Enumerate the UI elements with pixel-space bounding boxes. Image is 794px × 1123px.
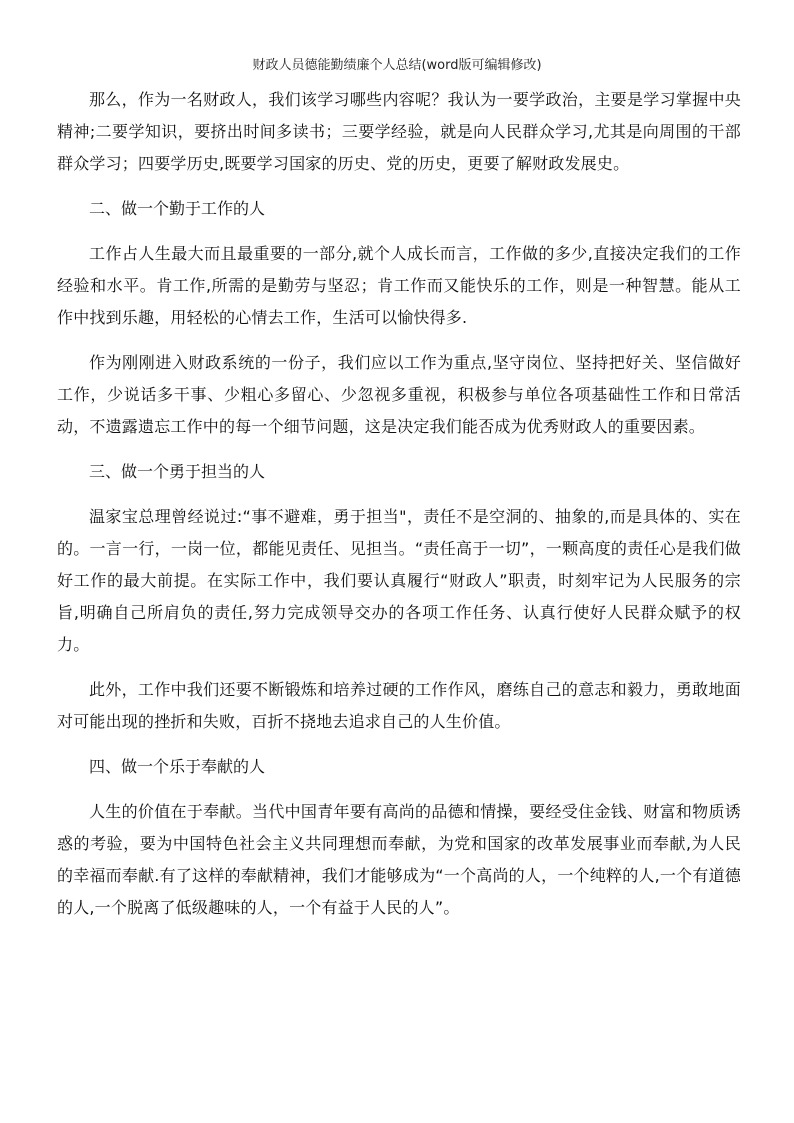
paragraph-dedication: 人生的价值在于奉献。当代中国青年要有高尚的品德和情操，要经受住金钱、财富和物质诱惑的考验，要为中国特色社会主义共同理想而奉献，为党和国家的改革发展事业而奉献,为人民的幸福而奉献.有了这样的奉献精神，我们才能够成为“一个高尚的人，一个纯粹的人,一个有道德的人,一个脱离了低级趣味的人，一个有益于人民的人”。 [57, 802, 741, 917]
paragraph-responsibility: 温家宝总理曾经说过:“事不避难，勇于担当"，责任不是空洞的、抽象的,而是具体的、实在的。一言一行，一岗一位，都能见责任、见担当。“责任高于一切”，一颗高度的责任心是我们做好工作的最大前提。在实际工作中，我们要认真履行“财政人”职责，时刻牢记为人民服务的宗旨,明确自己所肩负的责任,努力完成领导交办的各项工作任务、认真行使好人民群众赋予的权力。 [57, 507, 741, 654]
paragraph-work-style: 此外，工作中我们还要不断锻炼和培养过硬的工作作风，磨练自己的意志和毅力，勇敢地面对可能出现的挫折和失败，百折不挠地去追求自己的人生价值。 [57, 680, 741, 731]
paragraph-work-importance: 工作占人生最大而且最重要的一部分,就个人成长而言，工作做的多少,直接决定我们的工作经验和水平。肯工作,所需的是勤劳与坚忍；肯工作而又能快乐的工作，则是一种智慧。能从工作中找到乐趣，用轻松的心情去工作，生活可以愉快得多. [57, 244, 741, 327]
document-body [57, 84, 741, 924]
section-heading-diligent-work: 二、做一个勤于工作的人 [89, 199, 266, 218]
paragraph-new-member-work: 作为刚刚进入财政系统的一份子，我们应以工作为重点,坚守岗位、坚持把好关、坚信做好工作，少说话多干事、少粗心多留心、少忽视多重视，积极参与单位各项基础性工作和日常活动，不遗露遗忘工作中的每一个细节问题，这是决定我们能否成为优秀财政人的重要因素。 [57, 353, 741, 436]
paragraph-what-to-learn: 那么，作为一名财政人，我们该学习哪些内容呢？我认为一要学政治，主要是学习掌握中央精神;二要学知识，要挤出时间多读书；三要学经验，就是向人民群众学习,尤其是向周围的干部群众学习；四要学历史,既要学习国家的历史、党的历史，更要了解财政发展史。 [57, 90, 741, 173]
section-heading-take-responsibility: 三、做一个勇于担当的人 [89, 462, 266, 481]
page-header-title: 财政人员德能勤绩廉个人总结(word版可编辑修改) [252, 58, 542, 73]
section-heading-dedication: 四、做一个乐于奉献的人 [89, 757, 266, 776]
